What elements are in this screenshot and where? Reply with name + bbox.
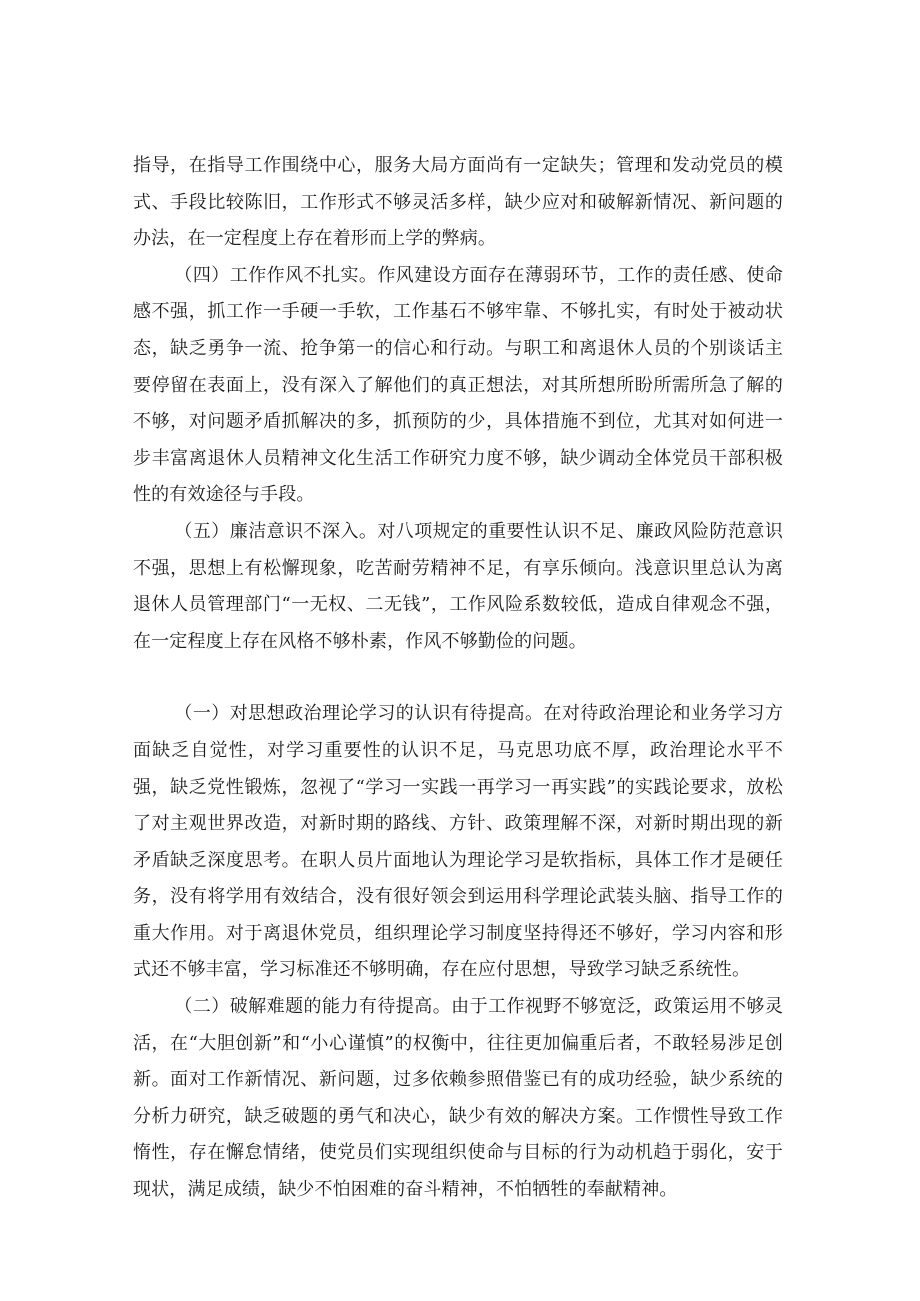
paragraph-continued: 指导，在指导工作围绕中心，服务大局方面尚有一定缺失；管理和发动党员的模式、手段比较陈旧，工作形式不够灵活多样，缺少应对和破解新情况、新问题的办法，在一定程度上存在着形而上学的弊病。 xyxy=(133,155,783,250)
paragraph-theory-study: （一）对思想政治理论学习的认识有待提高。在对待政治理论和业务学习方面缺乏自觉性，对学习重要性的认识不足，马克思功底不厚，政治理论水平不强，缺乏党性锻炼，忽视了“学习一实践一再学习一再实践”的实践论要求，放松了对主观世界改造，对新时期的路线、方针、政策理解不深，对新时期出现的新矛盾缺乏深度思考。在职人员片面地认为理论学习是软指标，具体工作才是硬任务，没有将学用有效结合，没有很好领会到运用科学理论武装头脑、指导工作的重大作用。对于离退休党员，组织理论学习制度坚持得还不够好，学习内容和形式还不够丰富，学习标准还不够明确，存在应付思想，导致学习缺乏系统性。 xyxy=(133,703,783,981)
paragraph-problem-solving: （二）破解难题的能力有待提高。由于工作视野不够宽泛，政策运用不够灵活，在“大胆创新”和“小心谨慎”的权衡中，往往更加偏重后者，不敢轻易涉足创新。面对工作新情况、新问题，过多依赖参照借鉴已有的成功经验，缺少系统的分析力研究，缺乏破题的勇气和决心，缺少有效的解决方案。工作惯性导致工作惰性，存在懈怠情绪，使党员们实现组织使命与目标的行为动机趋于弱化，安于现状，满足成绩，缺少不怕困难的奋斗精神，不怕牺牲的奉献精神。 xyxy=(133,996,783,1201)
paragraph-integrity: （五）廉洁意识不深入。对八项规定的重要性认识不足、廉政风险防范意识不强，思想上有松懈现象，吃苦耐劳精神不足，有享乐倾向。浅意识里总认为离退休人员管理部门“一无权、二无钱”，工作风险系数较低，造成自律观念不强，在一定程度上存在风格不够朴素，作风不够勤俭的问题。 xyxy=(133,520,783,652)
document-page xyxy=(133,148,783,1209)
paragraph-work-style: （四）工作作风不扎实。作风建设方面存在薄弱环节，工作的责任感、使命感不强，抓工作一手硬一手软，工作基石不够牢靠、不够扎实，有时处于被动状态，缺乏勇争一流、抢争第一的信心和行动。与职工和离退休人员的个别谈话主要停留在表面上，没有深入了解他们的真正想法，对其所想所盼所需所急了解的不够，对问题矛盾抓解决的多，抓预防的少，具体措施不到位，尤其对如何进一步丰富离退休人员精神文化生活工作研究力度不够，缺少调动全体党员干部积极性的有效途径与手段。 xyxy=(133,264,783,506)
